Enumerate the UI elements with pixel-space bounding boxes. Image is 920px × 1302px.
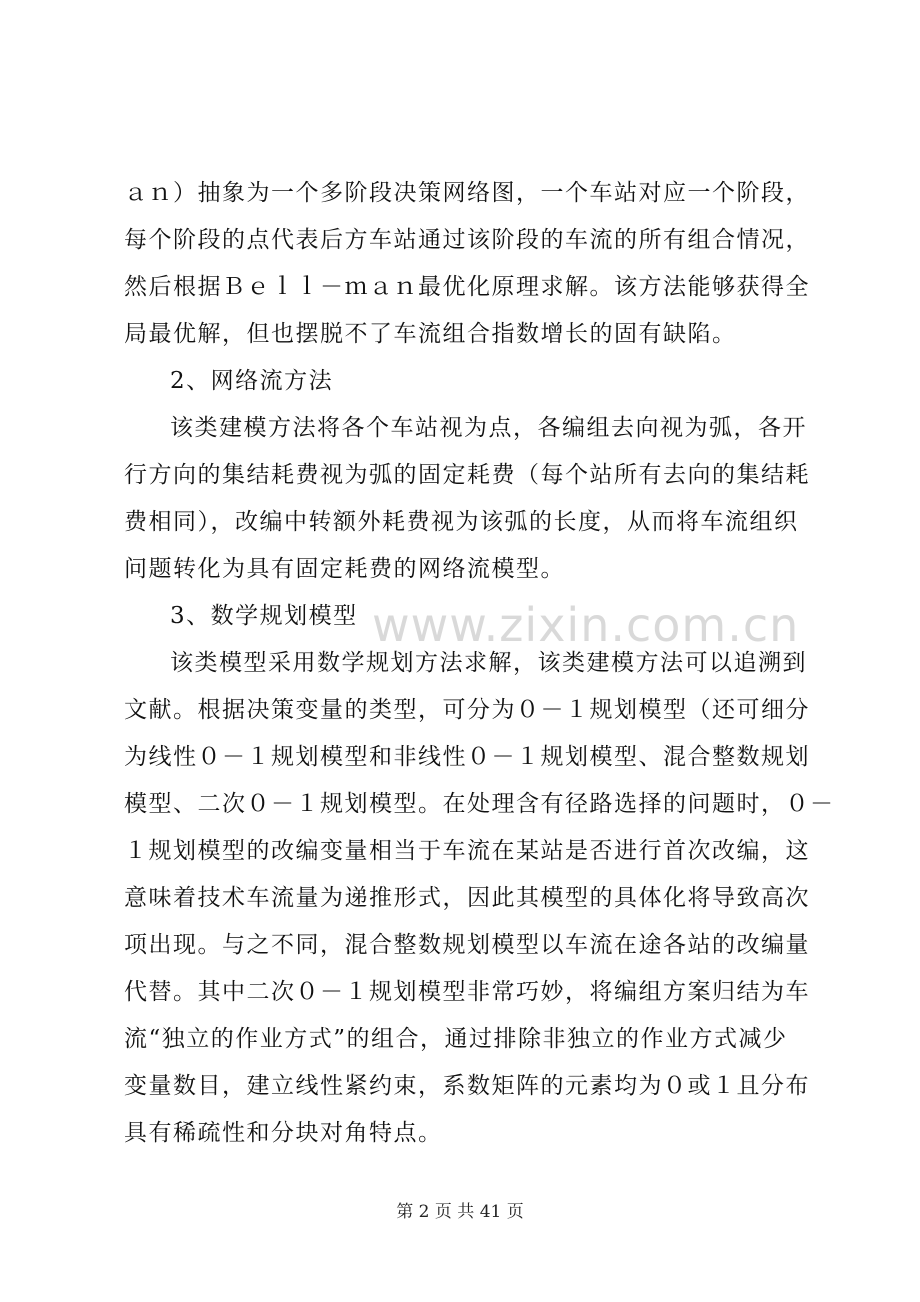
paragraph-line: 每个阶段的点代表后方车站通过该阶段的车流的所有组合情况， [124,227,810,253]
paragraph-line: 为线性０－１规划模型和非线性０－１规划模型、混合整数规划 [124,744,810,770]
paragraph-line: 该类建模方法将各个车站视为点，各编组去向视为弧，各开 [170,415,807,441]
paragraph-line: 局最优解，但也摆脱不了车流组合指数增长的固有缺陷。 [124,321,737,347]
paragraph-line: 然后根据Ｂｅｌｌ－ｍａｎ最优化原理求解。该方法能够获得全 [124,274,810,300]
paragraph-line: 行方向的集结耗费视为弧的固定耗费（每个站所有去向的集结耗 [124,462,810,488]
section-heading: 2、网络流方法 [170,368,334,394]
paragraph-line: 代替。其中二次０－１规划模型非常巧妙，将编组方案归结为车 [124,979,810,1005]
paragraph-line: 费相同），改编中转额外耗费视为该弧的长度，从而将车流组织 [124,509,799,535]
paragraph-line: 模型、二次０－１规划模型。在处理含有径路选择的问题时，０－ [124,791,835,817]
watermark: www.zixin.com.cn [372,598,800,652]
paragraph-line: 变量数目，建立线性紧约束，系数矩阵的元素均为０或１且分布 [124,1073,810,1099]
paragraph-line: 意味着技术车流量为递推形式，因此其模型的具体化将导致高次 [124,885,810,911]
paragraph-line: 流“独立的作业方式”的组合，通过排除非独立的作业方式减少 [124,1026,788,1052]
paragraph-line: 该类模型采用数学规划方法求解，该类建模方法可以追溯到 [170,650,807,676]
paragraph-line: 问题转化为具有固定耗费的网络流模型。 [124,556,565,582]
section-heading: 3、数学规划模型 [170,603,358,629]
paragraph-line: 项出现。与之不同，混合整数规划模型以车流在途各站的改编量 [124,932,810,958]
paragraph-line: １规划模型的改编变量相当于车流在某站是否进行首次改编，这 [124,838,810,864]
paragraph-line: 文献。根据决策变量的类型，可分为０－１规划模型（还可细分 [124,697,810,723]
page-footer: 第 2 页 共 41 页 [396,1202,524,1222]
paragraph-line: ａｎ）抽象为一个多阶段决策网络图，一个车站对应一个阶段， [124,180,810,206]
paragraph-line: 具有稀疏性和分块对角特点。 [124,1120,443,1146]
